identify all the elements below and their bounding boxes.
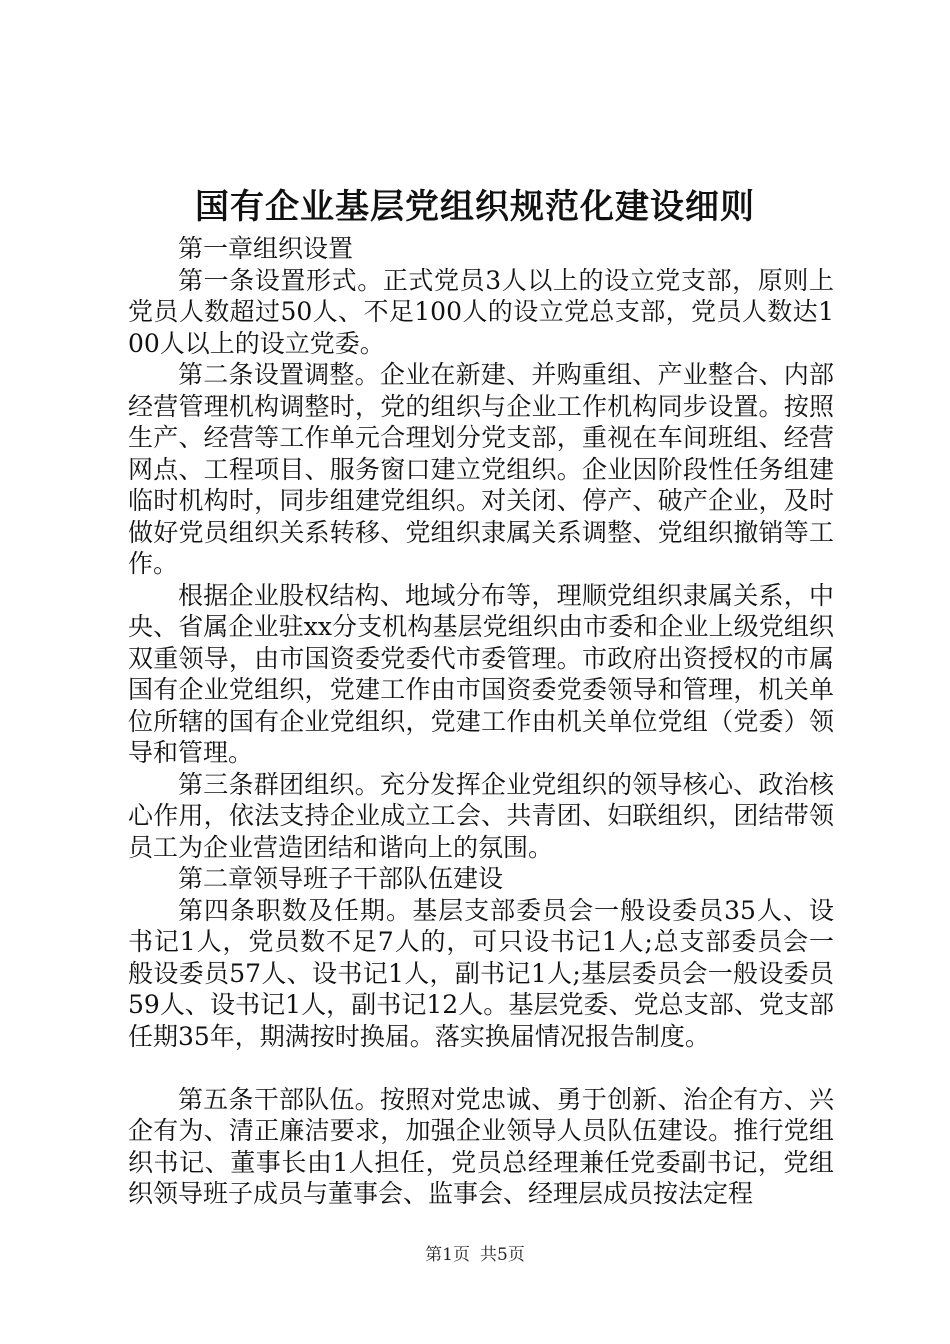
article-3-paragraph: 第三条群团组织。充分发挥企业党组织的领导核心、政治核心作用，依法支持企业成立工会、共青团、妇联组织，团结带领员工为企业营造团结和谐向上的氛围。	[128, 769, 834, 862]
chapter-heading-1: 第一章组织设置	[178, 234, 354, 263]
affiliation-paragraph: 根据企业股权结构、地域分布等，理顺党组织隶属关系，中央、省属企业驻xx分支机构基层党组织由市委和企业上级党组织双重领导，由市国资委党委代市委管理。市政府出资授权的市属国有企业党组织，党建工作由市国资委党委领导和管理，机关单位所辖的国有企业党组织，党建工作由机关单位党组（党委）领导和管理。	[128, 580, 834, 767]
article-4-paragraph: 第四条职数及任期。基层支部委员会一般设委员35人、设书记1人，党员数不足7人的，可只设书记1人;总支部委员会一般设委员57人、设书记1人，副书记1人;基层委员会一般设委员59人、设书记1人，副书记12人。基层党委、党总支部、党支部任期35年，期满按时换届。落实换届情况报告制度。	[128, 895, 834, 1051]
article-5-paragraph: 第五条干部队伍。按照对党忠诚、勇于创新、治企有方、兴企有为、清正廉洁要求，加强企业领导人员队伍建设。推行党组织书记、董事长由1人担任，党员总经理兼任党委副书记，党组织领导班子成员与董事会、监事会、经理层成员按法定程	[128, 1084, 834, 1208]
chapter-heading-2: 第二章领导班子干部队伍建设	[178, 864, 504, 893]
page-number: 第1页	[425, 1245, 470, 1265]
page-footer	[0, 1243, 950, 1267]
article-2-paragraph: 第二条设置调整。企业在新建、并购重组、产业整合、内部经营管理机构调整时，党的组织与企业工作机构同步设置。按照生产、经营等工作单元合理划分党支部，重视在车间班组、经营网点、工程项目、服务窗口建立党组织。企业因阶段性任务组建临时机构时，同步组建党组织。对关闭、停产、破产企业，及时做好党员组织关系转移、党组织隶属关系调整、党组织撤销等工作。	[128, 360, 834, 578]
article-1-paragraph: 第一条设置形式。正式党员3人以上的设立党支部，原则上党员人数超过50人、不足100人的设立党总支部，党员人数达100人以上的设立党委。	[128, 265, 834, 358]
document-title: 国有企业基层党组织规范化建设细则	[195, 187, 755, 227]
page-total: 共5页	[480, 1245, 525, 1265]
document-body	[128, 233, 834, 1210]
